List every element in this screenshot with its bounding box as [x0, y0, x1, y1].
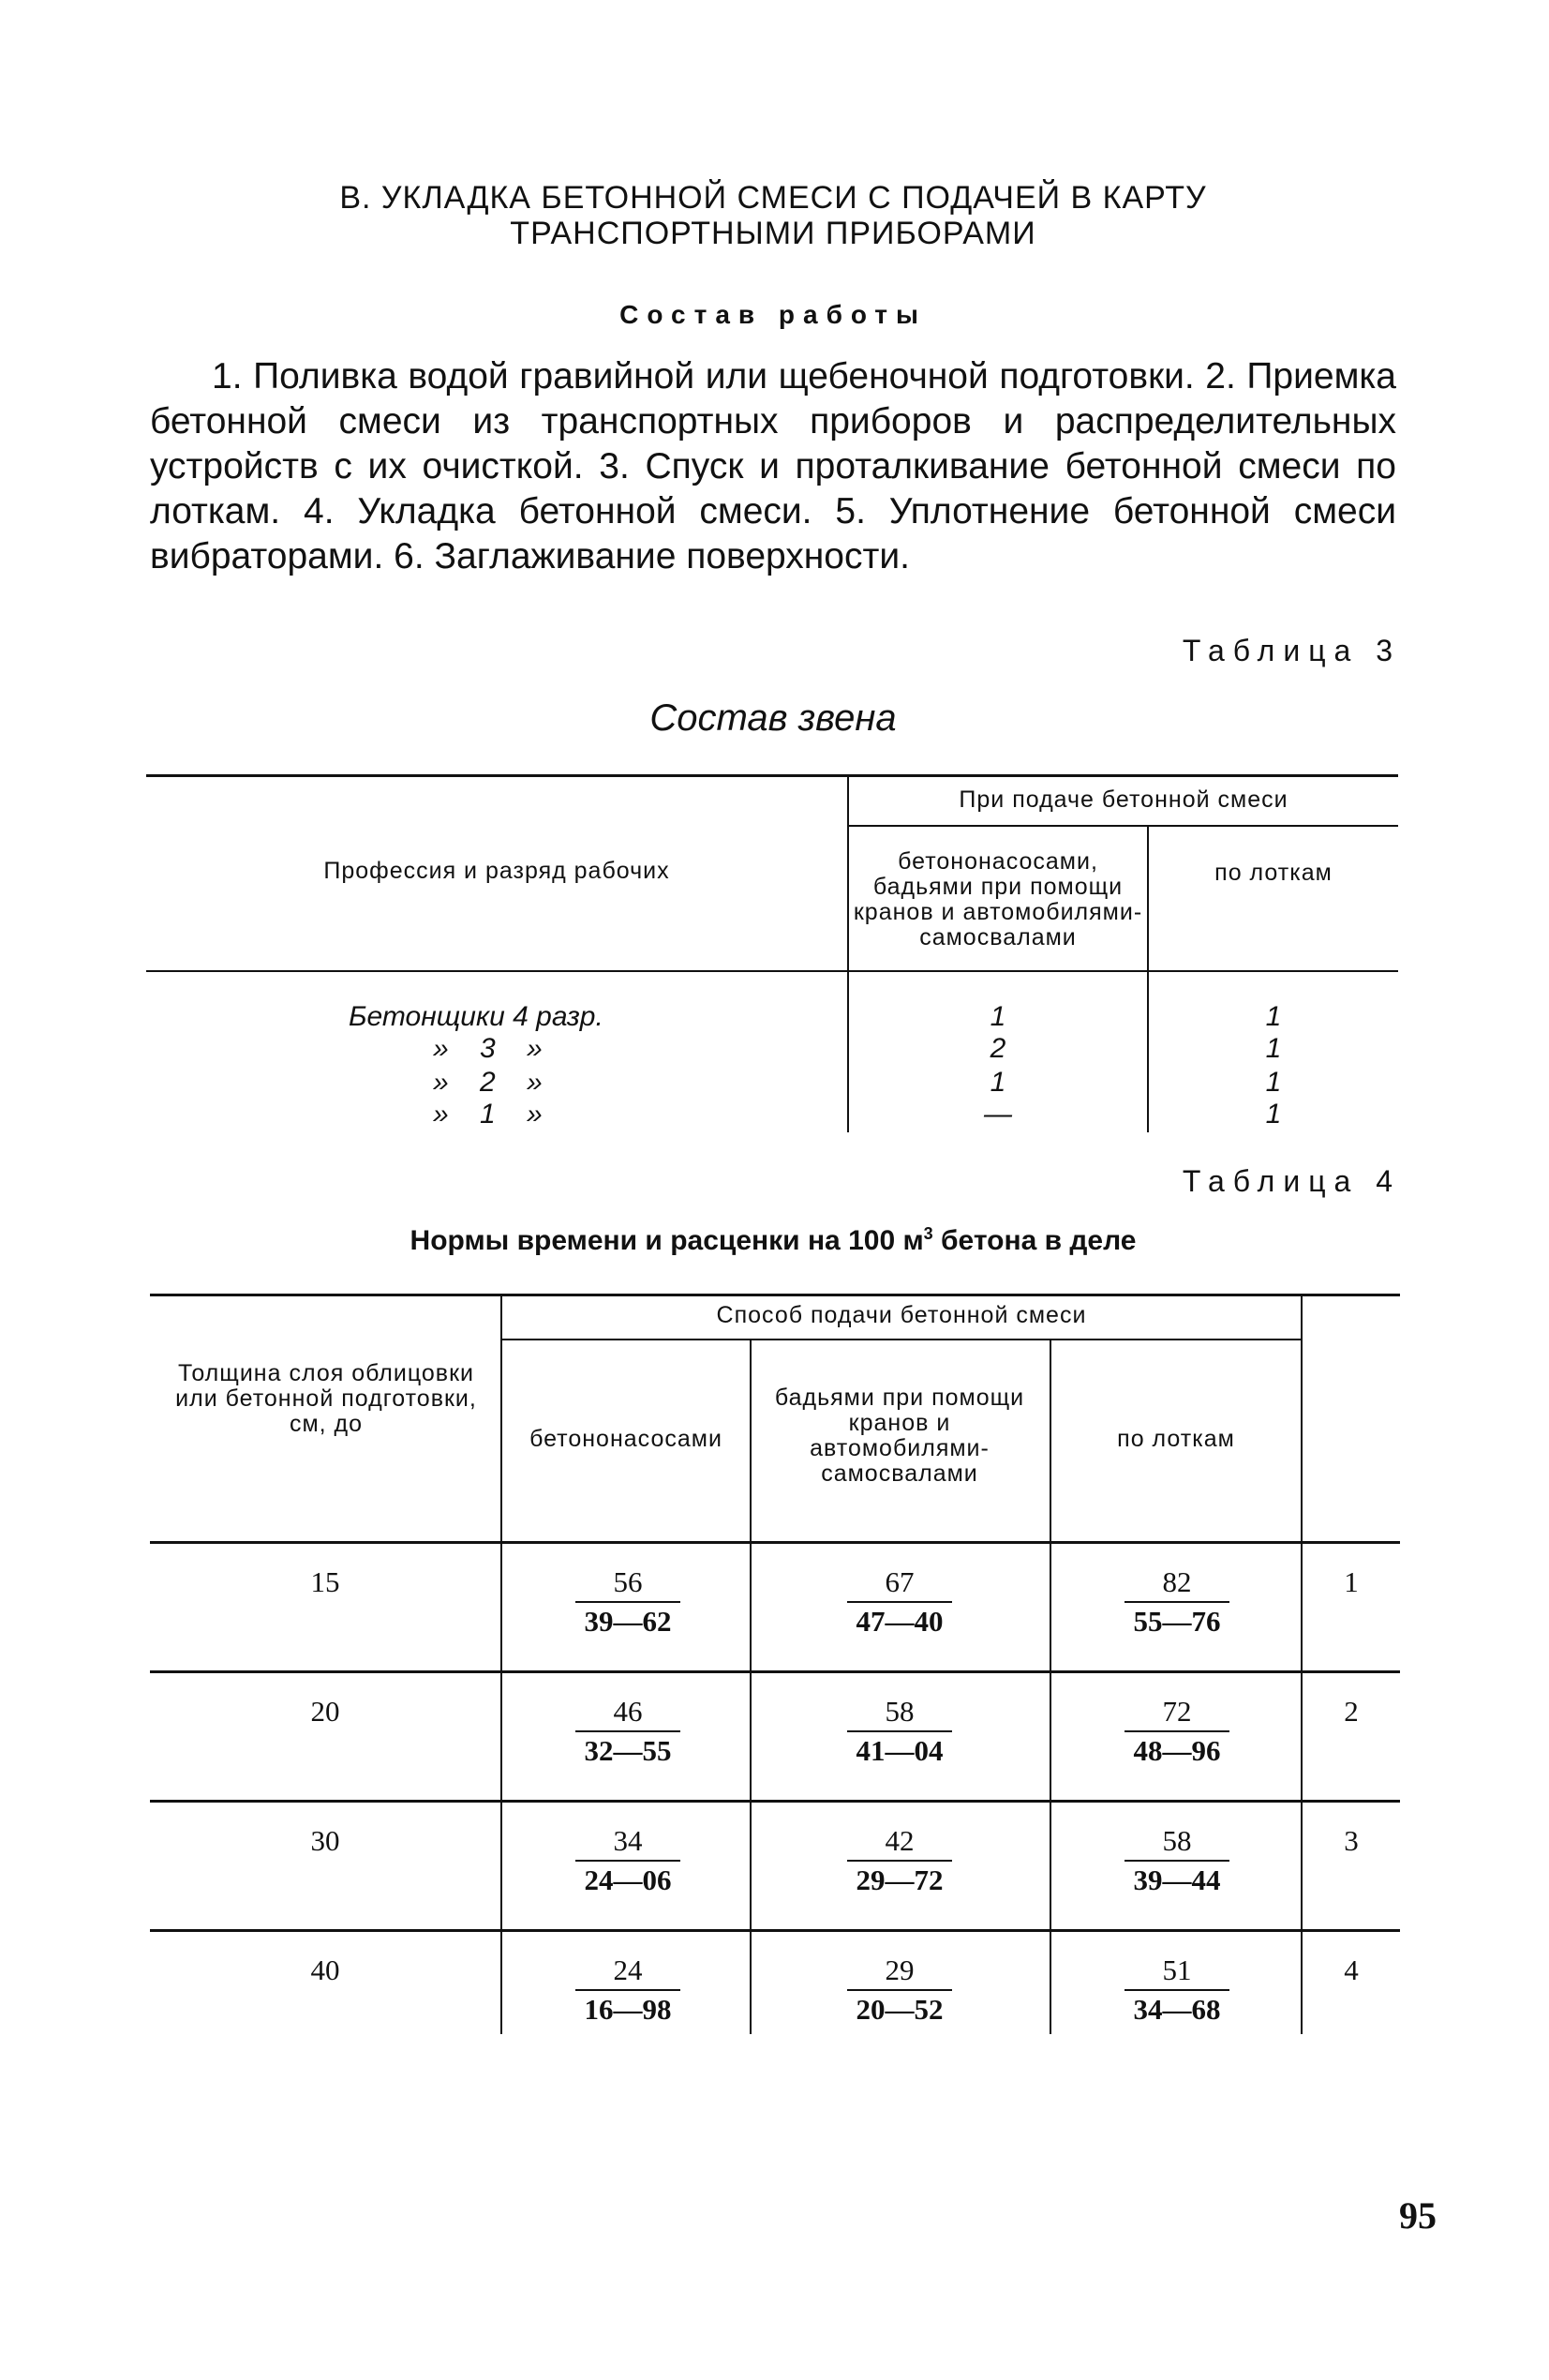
rate-value: 16—98	[584, 1993, 672, 2026]
rate-value: 24—06	[584, 1864, 672, 1896]
table4-row-2-thickness: 20	[310, 1695, 340, 1728]
table3-row-3-col2: 1	[1265, 1067, 1282, 1098]
section-title-line1: В. УКЛАДКА БЕТОННОЙ СМЕСИ С ПОДАЧЕЙ В КАРТУ	[339, 180, 1207, 216]
table4-caption-tail: бетона в деле	[932, 1225, 1137, 1256]
page-number: 95	[1399, 2194, 1437, 2237]
table3-row-1-col1: 1	[990, 1001, 1006, 1032]
rate-value: 48—96	[1133, 1734, 1221, 1767]
table4-row-2-col3	[1111, 1695, 1243, 1768]
table4-row-1-thickness: 15	[310, 1565, 340, 1598]
table4-row-1-index: 1	[1344, 1565, 1359, 1598]
table4-header-col3: по лоткам	[1117, 1426, 1235, 1452]
table4-row-2-col1	[562, 1695, 693, 1768]
table4-row-1-col2	[834, 1565, 965, 1639]
table4-row-2-col2	[834, 1695, 965, 1768]
table4-vline-2	[750, 1340, 752, 2034]
table4-row-4-thickness: 40	[310, 1953, 340, 1986]
table4-row-2-index: 2	[1344, 1695, 1359, 1728]
rate-value: 34—68	[1133, 1993, 1221, 2026]
table3-header-group: При подаче бетонной смеси	[959, 786, 1288, 813]
table4-row-rule-3	[150, 1929, 1400, 1932]
table3-row-3-col1: 1	[990, 1067, 1006, 1098]
rate-value: 39—44	[1133, 1864, 1221, 1896]
norm-value: 58	[1125, 1824, 1229, 1862]
work-composition-heading: Состав работы	[619, 300, 927, 329]
norm-value: 82	[1125, 1565, 1229, 1603]
table3-row-4-col2: 1	[1265, 1099, 1282, 1130]
rate-value: 39—62	[584, 1605, 672, 1638]
table4-row-3-index: 3	[1344, 1824, 1359, 1857]
norm-value: 29	[847, 1953, 952, 1991]
table3-caption: Состав звена	[649, 697, 897, 739]
table3-row-3-profession: » 2 »	[433, 1067, 543, 1098]
table3-header-profession: Профессия и разряд рабочих	[323, 858, 670, 884]
rate-value: 20—52	[856, 1993, 944, 2026]
table4-row-1-col3	[1111, 1565, 1243, 1639]
table3-row-4-col1: —	[984, 1099, 1012, 1130]
rate-value: 55—76	[1133, 1605, 1221, 1638]
table4-row-rule-1	[150, 1670, 1400, 1673]
table4-row-1-col1	[562, 1565, 693, 1639]
table4-row-4-index: 4	[1344, 1953, 1359, 1986]
table4-caption-main: Нормы времени и расценки на 100 м	[410, 1225, 924, 1256]
table4-row-4-col2	[834, 1953, 965, 2027]
table4-header-rule	[150, 1541, 1400, 1544]
table4-row-3-col1	[562, 1824, 693, 1897]
table4-row-rule-2	[150, 1800, 1400, 1803]
norm-value: 56	[575, 1565, 680, 1603]
table4-header-col1: бетононасосами	[529, 1426, 722, 1452]
table4-group-rule	[502, 1339, 1303, 1340]
norm-value: 34	[575, 1824, 680, 1862]
norm-value: 46	[575, 1695, 680, 1732]
table4-row-3-col2	[834, 1824, 965, 1897]
norm-value: 72	[1125, 1695, 1229, 1732]
table4-header-group: Способ подачи бетонной смеси	[716, 1302, 1087, 1328]
table4-number: Таблица 4	[1182, 1164, 1401, 1198]
table4-header-col2: бадьями при помощи кранов и автомобилями-самосвалами	[774, 1385, 1025, 1487]
table3-number: Таблица 3	[1182, 634, 1401, 667]
table3-row-2-col2: 1	[1265, 1033, 1282, 1064]
norm-value: 42	[847, 1824, 952, 1862]
table3-row-2-col1: 2	[990, 1033, 1006, 1064]
table3-row-1-profession: Бетонщики 4 разр.	[349, 1001, 603, 1032]
rate-value: 41—04	[856, 1734, 944, 1767]
table4-vline-4	[1301, 1294, 1303, 2034]
table3-row-4-profession: » 1 »	[433, 1099, 543, 1130]
table4-vline-1	[500, 1294, 502, 2034]
table4-row-4-col3	[1111, 1953, 1243, 2027]
table4-caption-sup: 3	[923, 1224, 933, 1243]
table3-row-2-profession: » 3 »	[433, 1033, 543, 1064]
norm-value: 58	[847, 1695, 952, 1732]
norm-value: 67	[847, 1565, 952, 1603]
table4-top-rule	[150, 1294, 1400, 1296]
rate-value: 47—40	[856, 1605, 944, 1638]
table3-header-col2: по лоткам	[1214, 860, 1333, 886]
rate-value: 29—72	[856, 1864, 944, 1896]
rate-value: 32—55	[584, 1734, 672, 1767]
table3-header-col1: бетононасосами, бадьями при помощи кранов и автомобилями-самосвалами	[853, 848, 1143, 951]
table3-row-1-col2: 1	[1265, 1001, 1282, 1032]
work-composition-text: 1. Поливка водой гравийной или щебеночной подготовки. 2. Приемка бетонной смеси из транспортных приборов и распределительных устройств с их очисткой. 3. Спуск и проталкивание бетонной смеси по лоткам. 4. Укладка бетонной смеси. 5. Уплотнение бетонной смеси вибраторами. 6. Заглаживание поверхности.	[150, 356, 1396, 576]
table4-row-3-thickness: 30	[310, 1824, 340, 1857]
table4-row-4-col1	[562, 1953, 693, 2027]
norm-value: 24	[575, 1953, 680, 1991]
table4-row-3-col3	[1111, 1824, 1243, 1897]
norm-value: 51	[1125, 1953, 1229, 1991]
section-title-line2: ТРАНСПОРТНЫМИ ПРИБОРАМИ	[510, 216, 1036, 251]
table4-header-thickness: Толщина слоя облицовки или бетонной подготовки, см, до	[175, 1360, 477, 1437]
